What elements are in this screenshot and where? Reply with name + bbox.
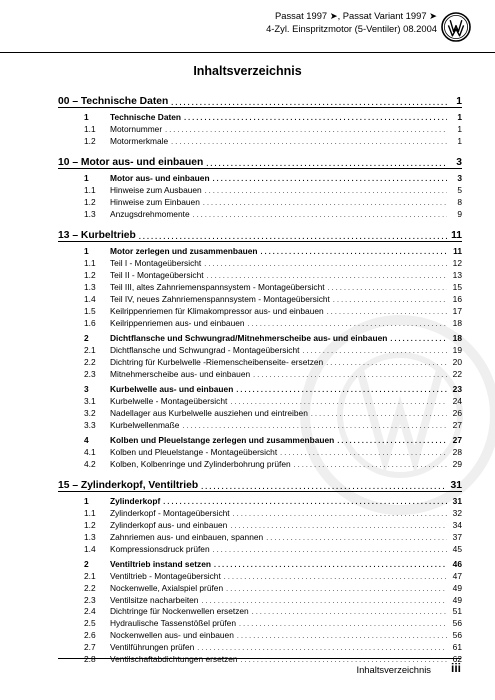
toc-subsection[interactable]: [58, 418, 462, 430]
toc-subsection[interactable]: [58, 355, 462, 367]
dot-leader: [204, 258, 447, 266]
entry-title: 13 – Kurbeltrieb: [58, 230, 136, 242]
entry-page-number: 1: [457, 136, 462, 147]
entry-page-number: 27: [452, 419, 462, 430]
entry-title: Ventilführungen prüfen: [110, 642, 195, 653]
entry-title: Dichtflansche und Schwungrad/Mitnehmerscheibe aus- und einbauen: [110, 332, 388, 343]
dot-leader: [163, 496, 447, 504]
toc-subsection[interactable]: [58, 183, 462, 195]
entry-number: 1: [84, 246, 89, 257]
footer-label: Inhaltsverzeichnis: [356, 664, 431, 675]
entry-page-number: 45: [452, 543, 462, 554]
entry-number: 2.6: [84, 630, 96, 641]
entry-title: Ventilsitze nacharbeiten: [110, 594, 199, 605]
entry-page-number: 1: [457, 112, 462, 123]
dot-leader: [139, 231, 447, 239]
toc-chapter[interactable]: [58, 223, 462, 241]
toc-subsection[interactable]: [58, 122, 462, 134]
toc-chapter[interactable]: [58, 473, 462, 491]
toc-subsection[interactable]: [58, 457, 462, 469]
entry-title: 15 – Zylinderkopf, Ventiltrieb: [58, 479, 199, 491]
entry-page-number: 29: [452, 458, 462, 469]
entry-page-number: 56: [452, 630, 462, 641]
entry-number: 2.3: [84, 594, 96, 605]
chapter-spacer: [58, 219, 462, 222]
entry-title: Motor aus- und einbauen: [110, 173, 210, 184]
entry-title: Kolben, Kolbenringe und Zylinderbohrung prüfen: [110, 458, 291, 469]
entry-number: 1.1: [84, 185, 96, 196]
entry-number: 2.1: [84, 344, 96, 355]
dot-leader: [171, 136, 447, 144]
entry-title: Zylinderkopf aus- und einbauen: [110, 519, 228, 530]
toc-subsection[interactable]: [58, 367, 462, 379]
entry-page-number: 18: [452, 317, 462, 328]
entry-title: Technische Daten: [110, 112, 182, 123]
toc-section[interactable]: [58, 109, 462, 122]
entry-title: Motor zerlegen und zusammenbauen: [110, 246, 258, 257]
toc-subsection[interactable]: [58, 316, 462, 328]
toc-section[interactable]: [58, 330, 462, 343]
entry-title: Keilrippenriemen für Klimakompressor aus- und einbauen: [110, 305, 324, 316]
entry-number: 2.5: [84, 618, 96, 629]
dot-leader: [237, 630, 447, 638]
dot-leader: [203, 197, 447, 205]
entry-page-number: 27: [452, 434, 462, 445]
toc-subsection[interactable]: [58, 280, 462, 292]
entry-number: 1.2: [84, 197, 96, 208]
entry-page-number: 1: [456, 96, 462, 107]
dot-leader: [294, 459, 447, 467]
entry-number: 2: [84, 332, 89, 343]
entry-number: 2.2: [84, 356, 96, 367]
entry-page-number: 20: [452, 356, 462, 367]
entry-page-number: 61: [452, 642, 462, 653]
entry-title: Kolben und Pleuelstange - Montageübersicht: [110, 446, 278, 457]
entry-title: Nockenwelle, Axialspiel prüfen: [110, 582, 224, 593]
entry-number: 2.2: [84, 582, 96, 593]
dot-leader: [201, 595, 447, 603]
entry-title: Dichtringe für Nockenwellen ersetzen: [110, 606, 249, 617]
dot-leader: [213, 173, 447, 181]
entry-number: 1.6: [84, 317, 96, 328]
toc-subsection[interactable]: [58, 605, 462, 617]
entry-number: 4.2: [84, 458, 96, 469]
entry-title: Kurbelwelle aus- und einbauen: [110, 383, 234, 394]
dot-leader: [224, 571, 447, 579]
entry-number: 1: [84, 173, 89, 184]
dot-leader: [206, 158, 447, 166]
entry-page-number: 12: [452, 258, 462, 269]
footer-divider: [58, 658, 461, 659]
entry-number: 2.1: [84, 570, 96, 581]
chapter-divider: [58, 491, 462, 492]
dot-leader: [311, 408, 447, 416]
entry-page-number: 9: [457, 209, 462, 220]
chapter-spacer: [58, 146, 462, 149]
entry-number: 2.7: [84, 642, 96, 653]
entry-title: Kompressionsdruck prüfen: [110, 543, 210, 554]
entry-title: Motormerkmale: [110, 136, 169, 147]
toc-subsection[interactable]: [58, 530, 462, 542]
entry-number: 3.2: [84, 407, 96, 418]
dot-leader: [230, 396, 447, 404]
toc-subsection[interactable]: [58, 616, 462, 628]
toc-subsection[interactable]: [58, 445, 462, 457]
entry-number: 1.3: [84, 209, 96, 220]
entry-page-number: 11: [453, 246, 462, 257]
toc-subsection[interactable]: [58, 394, 462, 406]
entry-page-number: 31: [452, 496, 462, 506]
entry-title: Hinweise zum Ausbauen: [110, 185, 202, 196]
entry-title: Mitnehmerscheibe aus- und einbauen: [110, 368, 251, 379]
dot-leader: [165, 124, 447, 132]
vw-logo-icon: [441, 12, 471, 42]
entry-number: 2.4: [84, 606, 96, 617]
entry-page-number: 26: [452, 407, 462, 418]
entry-title: 00 – Technische Daten: [58, 96, 169, 107]
footer-page-number: iii: [450, 661, 461, 675]
toc-subsection[interactable]: [58, 292, 462, 304]
entry-page-number: 56: [452, 618, 462, 629]
dot-leader: [230, 520, 447, 528]
entry-number: 2.8: [84, 653, 96, 664]
entry-title: Anzugsdrehmomente: [110, 209, 190, 220]
dot-leader: [280, 447, 447, 455]
toc-subsection[interactable]: [58, 628, 462, 640]
entry-page-number: 22: [452, 368, 462, 379]
dot-leader: [266, 532, 447, 540]
dot-leader: [337, 435, 447, 443]
entry-number: 1.3: [84, 282, 96, 293]
toc-section[interactable]: [58, 170, 462, 183]
entry-page-number: 13: [452, 270, 462, 281]
entry-title: Teil II - Montageübersicht: [110, 270, 204, 281]
entry-page-number: 15: [452, 282, 462, 293]
entry-title: Teil IV, neues Zahnriemenspannsystem - Montageübersicht: [110, 293, 330, 304]
chapter-spacer: [58, 469, 462, 472]
entry-title: Kolben und Pleuelstange zerlegen und zusammenbauen: [110, 434, 335, 445]
entry-title: Ventiltrieb - Montageübersicht: [110, 570, 221, 581]
dot-leader: [333, 294, 447, 302]
entry-title: Zylinderkopf: [110, 496, 161, 506]
dot-leader: [207, 270, 447, 278]
entry-page-number: 17: [452, 305, 462, 316]
header-text: [266, 10, 437, 35]
entry-page-number: 49: [452, 594, 462, 605]
entry-number: 1.4: [84, 543, 96, 554]
toc-subsection[interactable]: [58, 343, 462, 355]
toc-subsection[interactable]: [58, 195, 462, 207]
entry-page-number: 8: [457, 197, 462, 208]
toc-subsection[interactable]: [58, 506, 462, 518]
entry-number: 2.3: [84, 368, 96, 379]
entry-page-number: 51: [452, 606, 462, 617]
toc-subsection[interactable]: [58, 207, 462, 219]
toc-section[interactable]: [58, 432, 462, 445]
page-header: [0, 0, 495, 50]
dot-leader: [252, 606, 447, 614]
dot-leader: [205, 185, 447, 193]
entry-title: Kurbelwellenmaße: [110, 419, 180, 430]
chapter-divider: [58, 107, 462, 108]
entry-page-number: 32: [452, 507, 462, 518]
dot-leader: [184, 112, 447, 120]
entry-page-number: 49: [452, 582, 462, 593]
entry-number: 4: [84, 434, 89, 445]
entry-page-number: 3: [457, 173, 462, 184]
toc-subsection[interactable]: [58, 640, 462, 652]
entry-title: Dichtring für Kurbelwelle -Riemenscheibenseite- ersetzen: [110, 356, 324, 367]
entry-title: Nockenwellen aus- und einbauen: [110, 630, 234, 641]
entry-number: 1: [84, 112, 89, 123]
toc-subsection[interactable]: [58, 542, 462, 554]
entry-title: Ventiltrieb instand setzen: [110, 558, 211, 569]
toc-section[interactable]: [58, 243, 462, 256]
toc-section[interactable]: [58, 493, 462, 506]
dot-leader: [213, 544, 447, 552]
toc-subsection[interactable]: [58, 134, 462, 146]
dot-leader: [226, 583, 447, 591]
dot-leader: [239, 618, 447, 626]
header-engine-line: 4-Zyl. Einspritzmotor (5-Ventiler) 08.2004: [266, 22, 437, 34]
header-model-line: Passat 1997 ➤, Passat Variant 1997 ➤: [275, 10, 437, 21]
entry-number: 1.3: [84, 531, 96, 542]
entry-title: Zylinderkopf - Montageübersicht: [110, 507, 230, 518]
entry-title: Hinweise zum Einbauen: [110, 197, 200, 208]
entry-page-number: 31: [450, 479, 462, 491]
entry-page-number: 34: [452, 519, 462, 530]
toc-subsection[interactable]: [58, 406, 462, 418]
entry-number: 1.2: [84, 270, 96, 281]
toc-subsection[interactable]: [58, 593, 462, 605]
toc-subsection[interactable]: [58, 304, 462, 316]
entry-number: 1.5: [84, 305, 96, 316]
dot-leader: [326, 357, 447, 365]
entry-page-number: 24: [452, 395, 462, 406]
entry-title: Nadellager aus Kurbelwelle ausziehen und eintreiben: [110, 407, 308, 418]
dot-leader: [182, 420, 447, 428]
entry-page-number: 23: [452, 383, 462, 394]
entry-number: 3.3: [84, 419, 96, 430]
entry-title: Ventilschaftabdichtungen ersetzen: [110, 653, 238, 664]
dot-leader: [261, 246, 447, 254]
header-divider: [0, 52, 495, 53]
entry-number: 3: [84, 383, 89, 394]
dot-leader: [201, 481, 447, 489]
entry-page-number: 1: [457, 124, 462, 135]
toc-chapter[interactable]: [58, 89, 462, 107]
entry-page-number: 16: [452, 293, 462, 304]
dot-leader: [233, 508, 447, 516]
entry-page-number: 5: [457, 185, 462, 196]
entry-title: Motornummer: [110, 124, 163, 135]
toc-section[interactable]: [58, 556, 462, 569]
entry-page-number: 62: [452, 653, 462, 664]
entry-page-number: 47: [452, 570, 462, 581]
entry-number: 1.2: [84, 519, 96, 530]
dot-leader: [197, 642, 447, 650]
entry-title: Dichtflansche und Schwungrad - Montageübersicht: [110, 344, 300, 355]
entry-title: Kurbelwelle - Montageübersicht: [110, 395, 228, 406]
entry-number: 1.1: [84, 507, 96, 518]
chapter-divider: [58, 241, 462, 242]
toc-chapter[interactable]: [58, 150, 462, 168]
entry-title: Teil I - Montageübersicht: [110, 258, 202, 269]
entry-number: 1: [84, 496, 89, 506]
entry-page-number: 28: [452, 446, 462, 457]
page-title: Inhaltsverzeichnis: [193, 64, 302, 78]
entry-title: Keilrippenriemen aus- und einbauen: [110, 317, 245, 328]
entry-number: 1.4: [84, 293, 96, 304]
toc-section[interactable]: [58, 381, 462, 394]
entry-number: 4.1: [84, 446, 96, 457]
entry-number: 1.1: [84, 124, 96, 135]
toc-subsection[interactable]: [58, 569, 462, 581]
entry-title: Zahnriemen aus- und einbauen, spannen: [110, 531, 264, 542]
entry-number: 3.1: [84, 395, 96, 406]
entry-number: 1.2: [84, 136, 96, 147]
dot-leader: [236, 384, 447, 392]
entry-title: Teil III, altes Zahnriemenspannsystem - Montageübersicht: [110, 282, 325, 293]
toc-subsection[interactable]: [58, 268, 462, 280]
dot-leader: [171, 97, 447, 105]
dot-leader: [248, 318, 447, 326]
entry-title: 10 – Motor aus- und einbauen: [58, 157, 204, 169]
dot-leader: [193, 209, 447, 217]
toc-subsection[interactable]: [58, 256, 462, 268]
entry-page-number: 3: [456, 157, 462, 169]
entry-title: Hydraulische Tassenstößel prüfen: [110, 618, 236, 629]
dot-leader: [327, 306, 447, 314]
entry-page-number: 18: [452, 332, 462, 343]
entry-page-number: 37: [452, 531, 462, 542]
entry-number: 2: [84, 558, 89, 569]
dot-leader: [253, 369, 447, 377]
entry-number: 1.1: [84, 258, 96, 269]
entry-page-number: 19: [452, 344, 462, 355]
entry-page-number: 11: [451, 230, 462, 242]
toc-subsection[interactable]: [58, 581, 462, 593]
entry-page-number: 46: [452, 558, 462, 569]
dot-leader: [214, 559, 447, 567]
toc-subsection[interactable]: [58, 518, 462, 530]
table-of-contents: [58, 88, 462, 664]
chapter-divider: [58, 168, 462, 169]
dot-leader: [302, 345, 447, 353]
dot-leader: [390, 333, 447, 341]
dot-leader: [328, 282, 447, 290]
